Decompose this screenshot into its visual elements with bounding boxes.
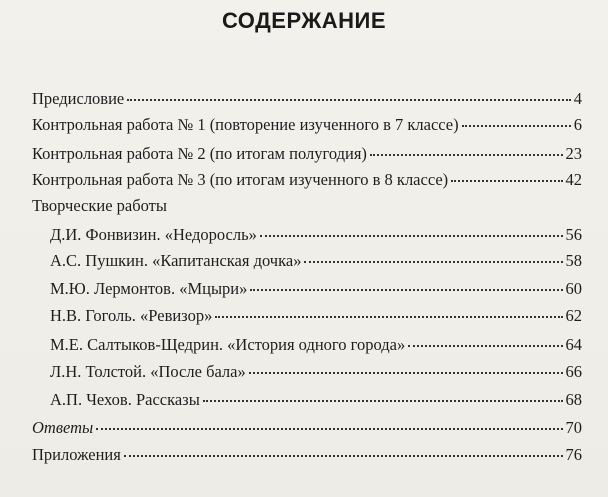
toc-entry xyxy=(32,87,582,109)
toc-leader-dots xyxy=(124,443,563,460)
page-title: СОДЕРЖАНИЕ xyxy=(221,8,387,33)
toc-entry-page: 56 xyxy=(565,224,582,244)
toc-entry-page: 60 xyxy=(565,278,582,298)
toc-entry xyxy=(32,443,582,465)
toc-leader-dots xyxy=(408,333,562,350)
toc-entry-label: Л.Н. Толстой. «После бала» xyxy=(50,361,246,381)
toc-entry xyxy=(50,223,582,245)
toc-entry xyxy=(32,142,582,164)
toc-entry-label: Контрольная работа № 2 (по итогам полугодия) xyxy=(32,143,367,163)
toc-entry-label: Д.И. Фонвизин. «Недоросль» xyxy=(50,224,257,244)
toc-entry-page: 4 xyxy=(573,88,582,108)
toc-entry-label: Н.В. Гоголь. «Ревизор» xyxy=(50,305,213,325)
toc-entry xyxy=(50,277,582,299)
toc-entry xyxy=(50,249,582,271)
toc-leader-dots xyxy=(203,388,563,405)
toc-leader-dots xyxy=(96,416,562,433)
toc-entry-page: 6 xyxy=(573,114,582,134)
toc-leader-dots xyxy=(215,304,562,321)
toc-leader-dots xyxy=(370,142,563,159)
toc-entry xyxy=(50,333,582,355)
toc-entry-label: Контрольная работа № 1 (повторение изученного в 7 классе) xyxy=(32,114,459,134)
toc-entry-page: 23 xyxy=(565,143,582,163)
toc-entry-page: 68 xyxy=(565,389,582,409)
toc-leader-dots xyxy=(249,360,563,377)
toc-entry xyxy=(32,113,582,135)
toc-entry-label: Предисловие xyxy=(32,88,125,108)
toc-entry-label: М.Е. Салтыков-Щедрин. «История одного города» xyxy=(50,334,406,354)
toc-leader-dots xyxy=(304,249,562,266)
toc-leader-dots xyxy=(127,87,571,104)
toc-entry-label: Ответы xyxy=(32,417,94,437)
toc-entry-label: Контрольная работа № 3 (по итогам изученного в 8 классе) xyxy=(32,169,449,189)
section-heading: Творческие работы xyxy=(32,196,167,215)
toc-entry-label: Приложения xyxy=(32,444,121,464)
toc-leader-dots xyxy=(462,113,571,130)
toc-entry-page: 64 xyxy=(565,334,582,354)
toc-entry xyxy=(32,416,582,438)
toc-entry xyxy=(50,360,582,382)
toc-leader-dots xyxy=(250,277,562,294)
toc-entry-page: 70 xyxy=(565,417,582,437)
toc-entry-page: 58 xyxy=(565,250,582,270)
toc-entry-page: 66 xyxy=(565,361,582,381)
toc-entry-label: А.П. Чехов. Рассказы xyxy=(50,389,200,409)
toc-entry-page: 76 xyxy=(565,444,582,464)
toc-leader-dots xyxy=(451,168,562,185)
toc-entry-page: 42 xyxy=(565,169,582,189)
toc-entry-label: А.С. Пушкин. «Капитанская дочка» xyxy=(50,250,302,270)
toc-entry-label: М.Ю. Лермонтов. «Мцыри» xyxy=(50,278,248,298)
toc-entry xyxy=(50,388,582,410)
toc-entry xyxy=(32,168,582,190)
toc-leader-dots xyxy=(260,223,563,240)
toc-entry-page: 62 xyxy=(565,305,582,325)
toc-entry xyxy=(50,304,582,326)
